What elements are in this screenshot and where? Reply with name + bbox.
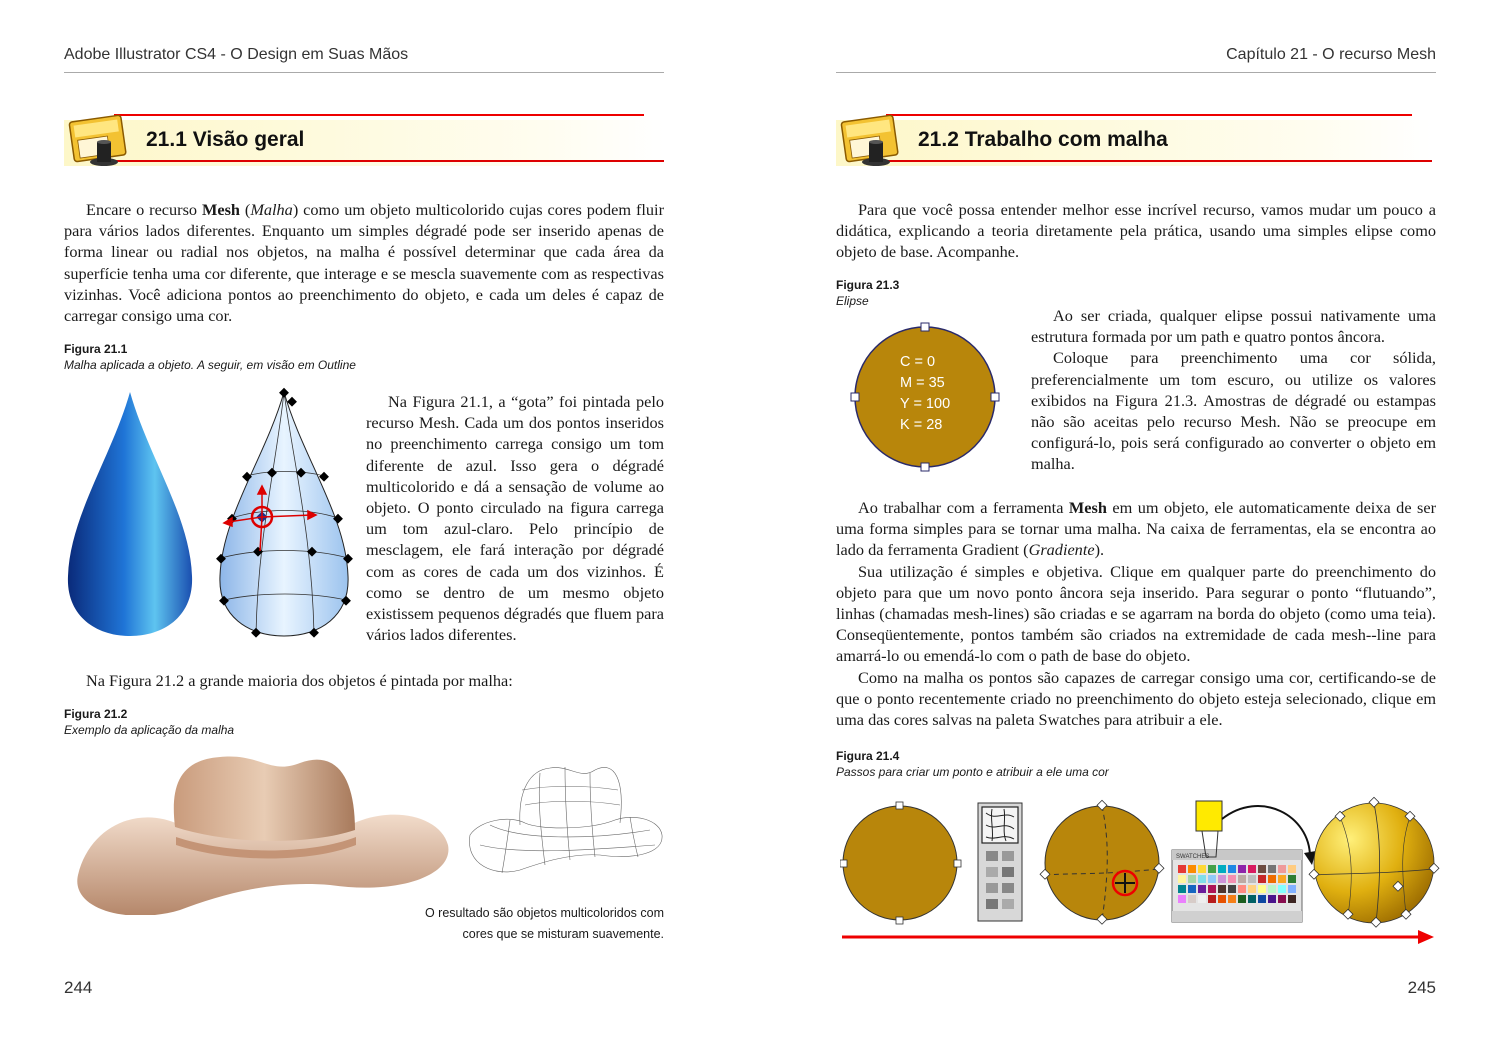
paragraph-text: Na Figura 21.2 a grande maioria dos objetos é pintada por malha: [86, 671, 513, 690]
running-head: Adobe Illustrator CS4 - O Design em Suas Mãos [64, 46, 409, 63]
intro-paragraph [64, 199, 664, 326]
anchor-point [921, 463, 929, 471]
figure-title: Figura 21.4 [836, 749, 900, 763]
arrow-head-icon [1418, 930, 1434, 944]
illustrator-book-logo-icon [64, 112, 138, 170]
cmyk-values [900, 352, 950, 436]
step-3-new-point [1040, 800, 1164, 924]
figure-21-3-caption [836, 277, 899, 309]
figure-21-1-drops [62, 386, 362, 646]
hat-crown [174, 757, 355, 841]
figure-title: Figura 21.1 [64, 342, 128, 356]
illustrator-book-logo-icon [836, 112, 910, 170]
anchor-point [991, 393, 999, 401]
explanation-p2: Coloque para preenchimento uma cor sólida, preferencialmente um tom escuro, ou utilize os valores exibidos na Figura 21.3. Amostras de dégradé ou estampas não são aceitas pelo recurso Mesh. Não se preocupe em configurá-lo, pois será configurado ao converter o objeto em malha. [1031, 348, 1436, 474]
swatches-label: SWATCHES [1176, 854, 1210, 860]
term-mesh: Mesh [201, 200, 240, 219]
note-line-1: O resultado são objetos multicoloridos com [424, 906, 664, 920]
explanation-p1: Ao ser criada, qualquer elipse possui nativamente uma estrutura formada por um path e quatro pontos âncora. [1031, 306, 1436, 347]
figure-title: Figura 21.3 [836, 278, 900, 292]
figure-21-4-steps [840, 795, 1440, 950]
step-1-circle [840, 802, 961, 924]
step-5-colored-mesh [1309, 797, 1439, 927]
paragraph-p5: Como na malha os pontos são capazes de carregar consigo uma cor, certificando-se de que o ponto recentemente criado no preenchimento do objeto esteja selecionado, clique em uma das cores salvas na paleta Swatches para atribuir a ele. [836, 667, 1436, 730]
figure-title: Figura 21.2 [64, 707, 128, 721]
banner-bottom-rule [114, 160, 664, 162]
banner-bottom-rule [886, 160, 1432, 162]
figure-description: Elipse [836, 294, 869, 308]
section-title: 21.1 Visão geral [146, 128, 305, 151]
explanation-text: Na Figura 21.1, a “gota” foi pintada pelo recurso Mesh. Cada um dos pontos inseridos no preenchimento carrega consigo um tom diferente de azul. Isso gera o dégradé multicolorido e dá a sensação de volume ao objeto. O ponto circulado na figura carrega um tom azul-claro. Pelo princípio de mesclagem, ele fará interação por dégradé com as cores de cada um dos vizinhos. É como se dentro de um mesmo objeto existissem pequenos dégradés que fluem para vários lados diferentes. [366, 392, 664, 645]
right-page [750, 0, 1500, 1050]
figure-21-2-hat [70, 745, 670, 915]
header-rule [64, 72, 664, 73]
running-head: Capítulo 21 - O recurso Mesh [1226, 46, 1436, 63]
intro-paragraph [836, 199, 1436, 263]
paragraph-figure-21-2-intro [64, 670, 664, 691]
cmyk-y: Y = 100 [900, 396, 951, 412]
header-rule [836, 72, 1436, 73]
anchor-point [851, 393, 859, 401]
cmyk-c: C = 0 [900, 354, 936, 370]
p3-text-a: Ao trabalhar com a ferramenta [858, 498, 1069, 517]
term-malha: Malha [250, 200, 293, 219]
cmyk-m: M = 35 [900, 375, 945, 391]
figure-21-4-caption [836, 748, 1109, 780]
page-number: 245 [1407, 978, 1436, 997]
mesh-drop-filled [68, 392, 192, 636]
section-banner [64, 112, 664, 166]
banner-top-rule [114, 114, 644, 116]
anchor-point [921, 323, 929, 331]
cmyk-k: K = 28 [900, 417, 943, 433]
figure-21-1-explanation [366, 391, 664, 645]
term-mesh: Mesh [1068, 498, 1107, 517]
figure-description: Malha aplicada a objeto. A seguir, em visão em Outline [64, 358, 356, 372]
intro-text-c: ) como um objeto multicolorido cujas cores podem fluir para vários lados diferentes. Enquanto um simples dégradé pode ser inserido apenas de forma linear ou radial nos objetos, na malha é possível determinar que cada área da superfície tenha uma cor diferente, que interage e se mescla suavemente com as respectivas vizinhas. Você adiciona pontos ao preenchimento do objeto, e cada um deles é capaz de carregar consigo uma cor. [64, 200, 665, 326]
figure-description: Exemplo da aplicação da malha [64, 723, 235, 737]
intro-text: Para que você possa entender melhor esse incrível recurso, vamos mudar um pouco a didática, explicando a teoria diretamente pela prática, usando uma simples elipse como objeto de base. Acompanhe. [836, 200, 1436, 262]
selected-swatch-preview [1196, 801, 1222, 831]
p3-text-b: em um objeto, ele automaticamente deixa de ser uma forma simples para se tornar uma malha. Na caixa de ferramentas, ela se encontra ao lado da ferramenta Gradient ( [836, 498, 1437, 560]
figure-21-3-explanation [1031, 305, 1436, 475]
mesh-drop-outline [216, 388, 353, 638]
figure-description: Passos para criar um ponto e atribuir a ele uma cor [836, 765, 1109, 779]
section-title: 21.2 Trabalho com malha [918, 128, 1168, 151]
figure-21-1-caption [64, 341, 356, 373]
p3-text-c: ). [1094, 540, 1105, 560]
step-4-swatches-panel [1172, 801, 1316, 922]
hat-outline-mesh [469, 767, 662, 873]
intro-text-a: Encare o recurso [86, 200, 202, 219]
mesh-tool-paragraphs [836, 497, 1436, 730]
term-gradiente: Gradiente [1028, 540, 1095, 560]
figure-21-2-caption [64, 706, 234, 738]
section-banner [836, 112, 1432, 166]
paragraph-p4: Sua utilização é simples e objetiva. Clique em qualquer parte do preenchimento do objeto para que um novo ponto âncora seja inserido. Para segurar o ponto “flutuando”, linhas (chamadas mesh-lines) são criadas e se agarram na borda do objeto (como uma teia). Conseqüentemente, pontos também são criados na extremidade de cada mesh--line para amarrá-lo ou emendá-lo com o path de base do objeto. [836, 561, 1436, 666]
step-2-mesh-tool-icon [978, 803, 1022, 921]
figure-21-2-note [330, 903, 664, 945]
note-line-2: cores que se misturam suavemente. [462, 927, 664, 941]
intro-text-b: ( [239, 200, 251, 219]
page-number: 244 [64, 978, 93, 997]
banner-top-rule [886, 114, 1412, 116]
